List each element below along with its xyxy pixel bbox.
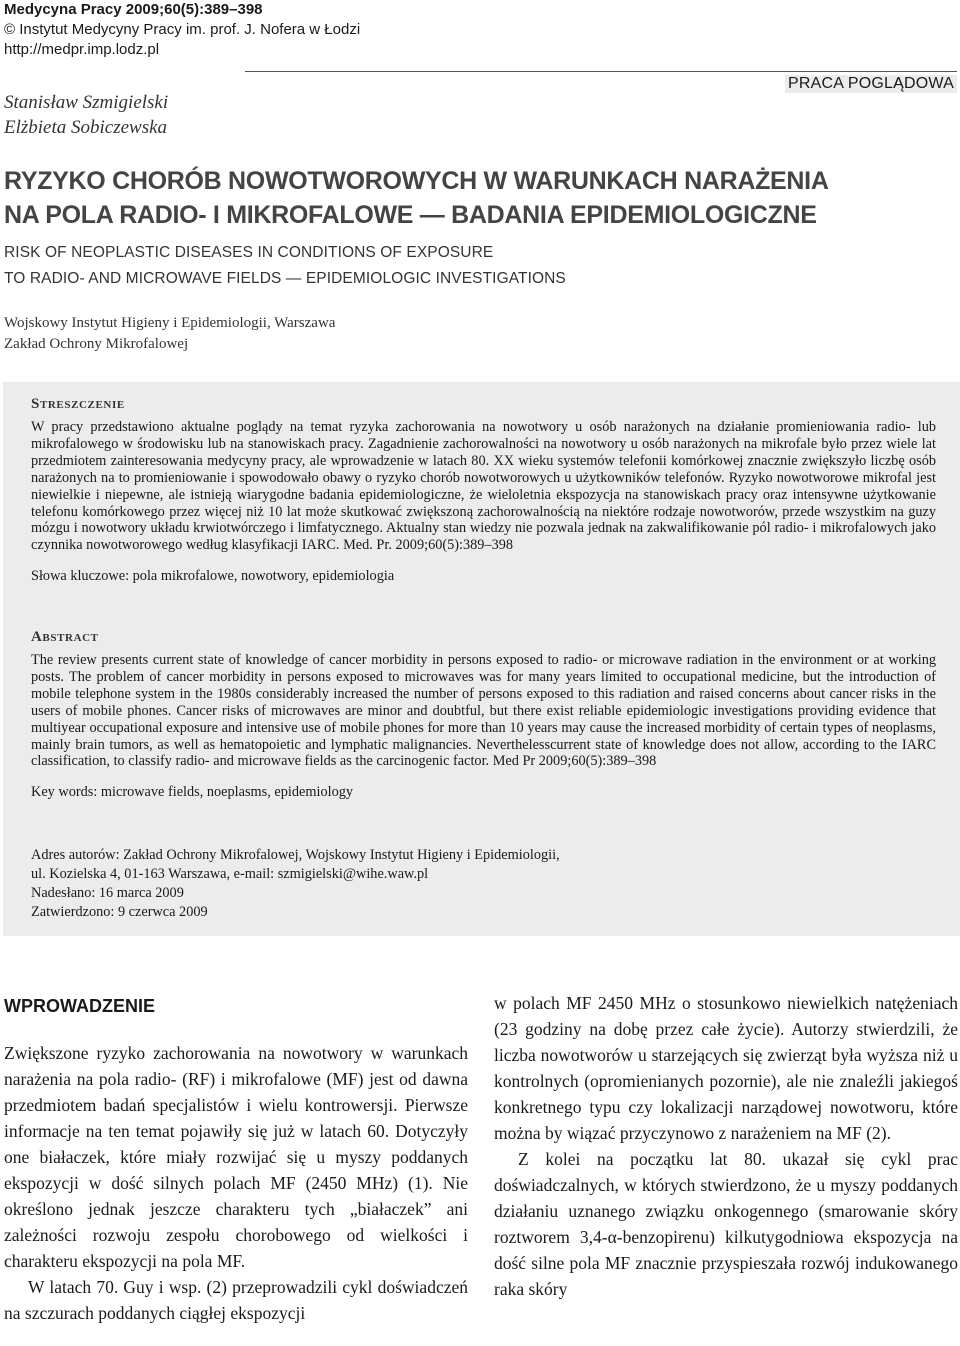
correspondence-line: Zatwierdzono: 9 czerwca 2009 xyxy=(31,904,208,920)
body-paragraph: Zwiększone ryzyko zachorowania na nowotwory w warunkach narażenia na pola radio- (RF) i mikrofalowe (MF) jest od dawna przedmiotem badań specjalistów i wielu kontrowersji. Pierwsze informacje na ten temat pojawiły się już w latach 60. Dotyczyły one białaczek, które miały rozwijać się u myszy poddanych ekspozycji w dość silnych polach MF (2450 MHz) (1). Nie określono jednak jeszcze charakteru tych „białaczek” ani zależności rozwoju zespołu chorobowego od wielkości i charakteru ekspozycji na pola MF. xyxy=(4,1043,468,1271)
correspondence-line: Adres autorów: Zakład Ochrony Mikrofalowej, Wojskowy Instytut Higieny i Epidemiologii, xyxy=(31,847,560,863)
title-line: RYZYKO CHORÓB NOWOTWOROWYCH W WARUNKACH NARAŻENIA xyxy=(4,167,829,195)
correspondence-block xyxy=(31,846,936,922)
author-list xyxy=(4,90,168,140)
body-paragraph: W latach 70. Guy i wsp. (2) przeprowadzili cykl doświadczeń na szczurach poddanych ciągłej ekspozycji xyxy=(4,1277,468,1323)
author-name: Elżbieta Sobiczewska xyxy=(4,117,168,138)
abstract-text: The review presents current state of knowledge of cancer morbidity in persons exposed to radio- or microwave radiation in the environment or at working posts. The problem of cancer morbidity in persons exposed to microwaves was for many years limited to occupational medicine, but the introduction of mobile telephone system in the 1980s considerably increased the number of persons exposed to this radiation and raised concerns about cancer risks in the users of mobile phones. Cancer risks of microwaves are minor and doubtful, but there exist reliable epidemiologic investigations providing evidence that multiyear occupational exposure and intensive use of mobile phones for more than 10 years may cause the increased morbidity of certain types of neoplasms, mainly brain tumors, as well as hematopoietic and lymphatic malignancies. Neverthelesscurrent state of knowledge does not allow, according to the IARC classification, to classify radio- and microwave fields as the carcinogenic factor. Med Pr 2009;60(5):389–398 xyxy=(31,652,936,770)
streszczenie-section xyxy=(31,396,936,585)
title-line: NA POLA RADIO- I MIKROFALOWE — BADANIA EPIDEMIOLOGICZNE xyxy=(4,201,817,229)
affiliation xyxy=(4,313,335,355)
body-paragraph: w polach MF 2450 MHz o stosunkowo niewielkich natężeniach (23 godziny na dobę przez całe życie). Autorzy stwierdzili, że liczba nowotworów u starzejących się zwierząt była wyższa niż u kontrolnych (opromienianych pozornie), ale nie znaleźli jakiegoś konkretnego typu czy lokalizacji narządowej nowotworu, które można by wiązać przyczynowo z narażeniem na MF (2). xyxy=(494,993,958,1143)
body-paragraph: Z kolei na początku lat 80. ukazał się cykl prac doświadczalnych, w których stwierdzono, że u myszy poddanych działaniu uznanego związku onkogennego (smarowanie skóry roztworem 3,4-α-benzopirenu) kilkutygodniowa ekspozycja na dość silne pola MF znacznie przyspieszała rozwój indukowanego raka skóry xyxy=(494,1149,958,1299)
journal-copyright: © Instytut Medycyny Pracy im. prof. J. Nofera w Łodzi xyxy=(4,21,361,38)
title-line: RISK OF NEOPLASTIC DISEASES IN CONDITIONS OF EXPOSURE xyxy=(4,244,494,261)
abstract-keywords: Key words: microwave fields, noeplasms, epidemiology xyxy=(31,784,354,801)
title-line: TO RADIO- AND MICROWAVE FIELDS — EPIDEMIOLOGIC INVESTIGATIONS xyxy=(4,270,566,287)
journal-url[interactable]: http://medpr.imp.lodz.pl xyxy=(4,41,160,58)
article-title-english xyxy=(4,240,954,292)
abstract-section xyxy=(31,629,936,801)
affiliation-line: Wojskowy Instytut Higieny i Epidemiologii, Warszawa xyxy=(4,315,336,331)
body-column-right xyxy=(494,990,958,1302)
abstract-panel xyxy=(3,382,960,936)
article-title-polish xyxy=(4,164,954,232)
affiliation-line: Zakład Ochrony Mikrofalowej xyxy=(4,336,189,352)
correspondence-line: ul. Kozielska 4, 01-163 Warszawa, e-mail: szmigielski@wihe.waw.pl xyxy=(31,866,429,882)
article-type-label: PRACA POGLĄDOWA xyxy=(785,75,957,93)
streszczenie-keywords: Słowa kluczowe: pola mikrofalowe, nowotwory, epidemiologia xyxy=(31,568,395,585)
abstract-heading: Abstract xyxy=(31,629,99,645)
author-name: Stanisław Szmigielski xyxy=(4,92,169,113)
correspondence-line: Nadesłano: 16 marca 2009 xyxy=(31,885,184,901)
streszczenie-heading: Streszczenie xyxy=(31,396,125,412)
section-heading-introduction: WPROWADZENIE xyxy=(4,996,155,1016)
header-divider xyxy=(245,71,957,72)
journal-header xyxy=(4,0,360,60)
journal-title: Medycyna Pracy 2009;60(5):389–398 xyxy=(4,1,263,18)
streszczenie-text: W pracy przedstawiono aktualne poglądy na temat ryzyka zachorowania na nowotwory u osób narażonych na działanie promieniowania radio- lub mikrofalowego w środowisku lub na stanowiskach pracy. Zagadnienie zachorowalności na nowotwory u osób narażonych na mikrofale było przez wiele lat przedmiotem zainteresowania medycyny pracy, ale wprowadzenie w latach 80. XX wieku systemów telefonii komórkowej znacznie zwiększyło liczbę osób narażonych na to promieniowanie i spowodowało obawy o ryzyko chorób nowotworowych u użytkowników telefonów. Ryzyko nowotworowe mikrofal jest niewielkie i niepewne, ale istnieją wiarygodne badania epidemiologiczne, że wieloletnia ekspozycja na stanowiskach pracy oraz intensywne użytkowanie telefonu komórkowego przez więcej niż 10 lat może skutkować zwiększoną zachorowalnością na niektóre rodzaje nowotworów, przede wszystkim na guzy mózgu i nowotwory układu krwiotwórczego i limfatycznego. Aktualny stan wiedzy nie pozwala jednak na zakwalifikowanie pól radio- i mikrofalowych jako czynnika nowotworowego według klasyfikacji IARC. Med. Pr. 2009;60(5):389–398 xyxy=(31,419,936,554)
body-column-left xyxy=(4,1040,468,1326)
